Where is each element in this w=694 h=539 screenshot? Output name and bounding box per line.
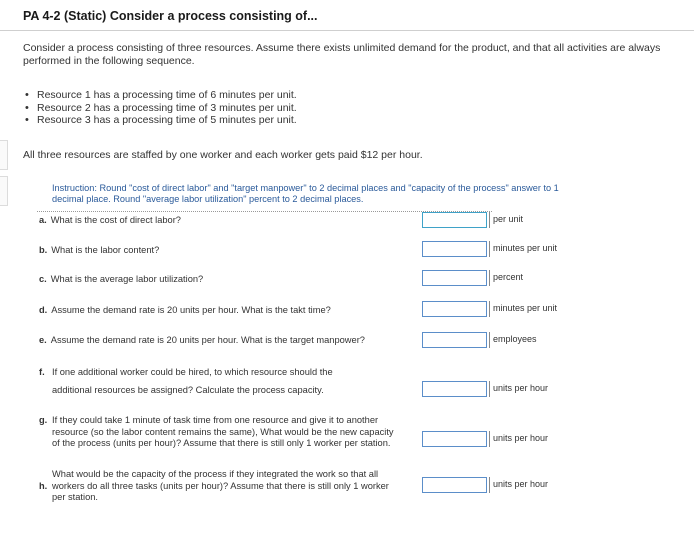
question-h bbox=[39, 469, 389, 504]
list-item: • Resource 3 has a processing time of 5 minutes per unit. bbox=[23, 114, 297, 127]
question-f bbox=[39, 367, 333, 396]
question-b bbox=[39, 245, 159, 257]
question-label: a. bbox=[39, 215, 47, 225]
list-item: • Resource 2 has a processing time of 3 minutes per unit. bbox=[23, 102, 297, 115]
question-text: resource (so the labor content remains the same), What would be the new capacity bbox=[52, 426, 394, 437]
side-panel-edge bbox=[0, 140, 8, 170]
answer-input-f[interactable] bbox=[422, 381, 487, 397]
question-text: What is the labor content? bbox=[51, 245, 160, 255]
question-text: What would be the capacity of the process if they integrated the work so that all bbox=[52, 469, 379, 479]
unit-label: employees bbox=[489, 332, 537, 348]
answer-input-b[interactable] bbox=[422, 241, 487, 257]
question-text: Assume the demand rate is 20 units per hour. What is the takt time? bbox=[51, 305, 331, 315]
question-text: If one additional worker could be hired, to which resource should the bbox=[52, 367, 333, 377]
problem-intro: Consider a process consisting of three resources. Assume there exists unlimited demand for the product, and that all activities are always performed in the following sequence. bbox=[23, 42, 661, 67]
unit-label: per unit bbox=[489, 212, 523, 228]
answer-input-h[interactable] bbox=[422, 477, 487, 493]
question-label: g. bbox=[39, 415, 48, 425]
answer-input-d[interactable] bbox=[422, 301, 487, 317]
staffing-text: All three resources are staffed by one worker and each worker gets paid $12 per hour. bbox=[23, 149, 423, 161]
question-text: per station. bbox=[52, 492, 98, 502]
page-title: PA 4-2 (Static) Consider a process consisting of... bbox=[23, 9, 318, 23]
answer-input-g[interactable] bbox=[422, 431, 487, 447]
unit-label: units per hour bbox=[489, 431, 548, 447]
list-item: • Resource 1 has a processing time of 6 minutes per unit. bbox=[23, 89, 297, 102]
header-divider bbox=[0, 30, 694, 31]
question-text: If they could take 1 minute of task time from one resource and give it to another bbox=[52, 415, 379, 425]
question-label: f. bbox=[39, 367, 45, 377]
question-label: h. bbox=[39, 480, 48, 491]
question-label: c. bbox=[39, 274, 47, 284]
question-text: Assume the demand rate is 20 units per hour. What is the target manpower? bbox=[50, 335, 365, 345]
question-text: of the process (units per hour)? Assume that there is still only 1 worker per station. bbox=[52, 438, 391, 448]
question-d bbox=[39, 305, 331, 317]
unit-label: units per hour bbox=[489, 381, 548, 397]
question-text: workers do all three tasks (units per hour)? Assume that there is still only 1 worker bbox=[52, 480, 389, 491]
answer-input-c[interactable] bbox=[422, 270, 487, 286]
question-text: What is the average labor utilization? bbox=[50, 274, 204, 284]
question-text: What is the cost of direct labor? bbox=[50, 215, 181, 225]
rounding-instruction: Instruction: Round "cost of direct labor" and "target manpower" to 2 decimal places and "capacity of the process" answer to 1 decimal place. Round "average labor utilization" percent to 2 decimal places. bbox=[52, 183, 559, 204]
answer-input-a[interactable] bbox=[422, 212, 487, 228]
unit-label: minutes per unit bbox=[489, 241, 557, 257]
unit-label: minutes per unit bbox=[489, 301, 557, 317]
unit-label: units per hour bbox=[489, 477, 548, 493]
unit-label: percent bbox=[489, 270, 523, 286]
question-text: additional resources be assigned? Calculate the process capacity. bbox=[52, 384, 324, 395]
question-label: d. bbox=[39, 305, 48, 315]
question-e bbox=[39, 335, 365, 347]
side-panel-edge bbox=[0, 176, 8, 206]
question-label: e. bbox=[39, 335, 47, 345]
question-c bbox=[39, 274, 203, 286]
question-g bbox=[39, 415, 394, 450]
question-label: b. bbox=[39, 245, 48, 255]
answer-input-e[interactable] bbox=[422, 332, 487, 348]
question-a bbox=[39, 215, 181, 227]
resource-list bbox=[23, 89, 297, 127]
